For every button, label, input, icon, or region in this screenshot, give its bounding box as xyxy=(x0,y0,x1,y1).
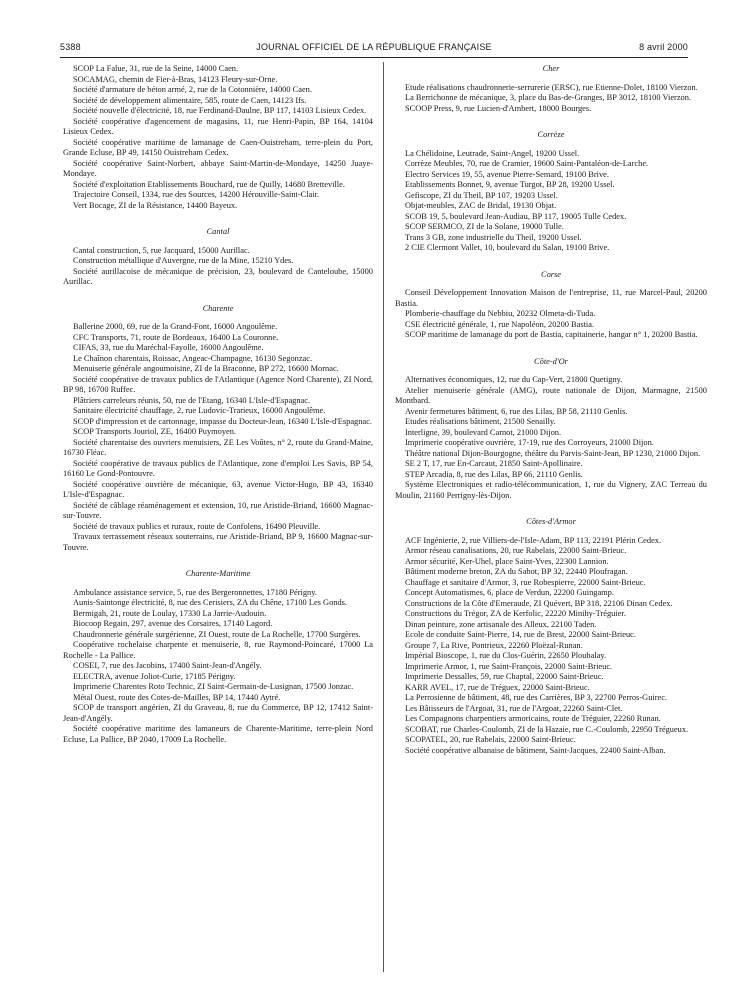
company-entry: SCOP La Falue, 31, rue de la Seine, 14000 Caen. xyxy=(73,64,239,73)
company-entry: Société coopérative Saint-Norbert, abbaye Saint-Martin-de-Mondaye, 14250 Juaye-Mondaye. xyxy=(63,158,373,178)
company-entry: Ballerine 2000, 69, rue de la Grand-Font, 16000 Angoulême. xyxy=(73,322,278,331)
company-entry: ACF Ingénierie, 2, rue Villiers-de-l'Isle-Adam, BP 113, 22191 Plérin Cedex. xyxy=(405,535,662,545)
department-heading: Charente xyxy=(202,303,234,313)
company-entry: Atelier menuiserie générale (AMG), route nationale de Dijon, Marmagne, 21500 Montbard. xyxy=(395,385,707,405)
company-entry: Société d'armature de béton armé, 2, rue de la Cotonnière, 14000 Caen. xyxy=(73,85,312,94)
company-entry: Impérial Bioscope, 1, rue du Clos-Guérin, 22650 Ploubalay. xyxy=(405,651,607,660)
company-entry: Chauffage et sanitaire d'Armor, 3, rue Robespierre, 22000 Saint-Brieuc. xyxy=(405,577,646,587)
company-entry: Société d'exploitation Etablissements Bouchard, rue de Quilly, 14680 Bretteville. xyxy=(73,179,345,189)
company-entry: 2 CIE Clermont Vallet, 10, boulevard du Salan, 19100 Brive. xyxy=(405,243,610,252)
company-entry: Société de travaux publics et ruraux, route de Confolens, 16490 Pleuville. xyxy=(73,521,321,531)
company-entry: Menuiserie générale angoumoisine, ZI de la Braconne, BP 272, 16600 Mornac. xyxy=(73,364,339,373)
company-entry: Imprimerie Armor, 1, rue Saint-François, 22000 Saint-Brieuc. xyxy=(405,661,613,671)
company-entry: Etudes réalisations bâtiment, 21500 Senailly. xyxy=(405,417,556,426)
company-entry: Sanitaire électricité chauffage, 2, rue Ludovic-Trarieux, 16000 Angoulême. xyxy=(73,406,326,415)
company-entry: STEP Arcadia, 8, rue des Lilas, BP 66, 21110 Genlis. xyxy=(405,469,583,479)
company-entry: Ambulance assistance service, 5, rue des Bergeronnettes, 17180 Périgny. xyxy=(73,587,317,597)
company-entry: Imprimerie Charentes Roto Technic, ZI Saint-Germain-de-Lusignan, 17500 Jonzac. xyxy=(73,682,354,691)
company-entry: Construction métallique d'Auvergne, rue de la Mine, 15210 Ydes. xyxy=(73,256,294,265)
company-entry: Armor réseau canalisations, 20, rue Rabelais, 22000 Saint-Brieuc. xyxy=(405,546,627,555)
column-divider xyxy=(383,62,384,972)
company-entry: SCOP de transport angérien, ZI du Graveau, 8, rue du Commerce, BP 12, 17412 Saint-Jean-d'Angély. xyxy=(63,703,373,723)
company-entry: Aunis-Saintonge électricité, 8, rue des Cerisiers, ZA du Chêne, 17100 Les Gonds. xyxy=(73,598,347,607)
header-rule xyxy=(60,57,688,58)
company-entry: Etude réalisations chaudronnerie-serrurerie (ERSC), rue Etienne-Dolet, 18100 Vierzon. xyxy=(405,82,698,92)
company-entry: La Perrosienne de bâtiment, 48, rue des Carrières, BP 3, 22700 Perros-Guirec. xyxy=(405,693,668,702)
department-heading: Corse xyxy=(540,269,561,279)
company-entry: Métal Ouest, route des Cotes-de-Mailles, BP 14, 17440 Aytré. xyxy=(73,692,281,702)
company-entry: Système Electroniques et radio-télécommunication, 1, rue du Vignery, ZAC Terreau du Moulin, 21160 Perrigny-lès-Dijon. xyxy=(395,480,707,500)
department-heading: Cher xyxy=(542,64,560,73)
company-entry: Société de développement alimentaire, 585, route de Caen, 14123 Ifs. xyxy=(73,95,307,105)
company-entry: Société nouvelle d'électricité, 18, rue Ferdinand-Daulne, BP 117, 14103 Lisieux Cedex. xyxy=(73,106,367,115)
company-entry: Le Chaînon charentais, Roissac, Angeac-Champagne, 16130 Segonzac. xyxy=(73,353,313,363)
company-entry: SCOP Transports Jouriol, ZE, 16400 Puymoyen. xyxy=(73,427,237,436)
company-entry: SCOOP Press, 9, rue Lucien-d'Ambert, 18000 Bourges. xyxy=(405,103,592,113)
department-heading: Cantal xyxy=(206,227,230,236)
company-entry: Imprimerie coopérative ouvrière, 17-19, rue des Corroyeurs, 21000 Dijon. xyxy=(405,438,654,447)
department-heading: Côte-d'Or xyxy=(534,356,568,366)
company-entry: SE 2 T, 17, rue En-Carcaut, 21850 Saint-Apollinaire. xyxy=(405,459,583,468)
company-entry: Electro Services 19, 55, avenue Pierre-Semard, 19100 Brive. xyxy=(405,169,609,179)
company-entry: Vert Bocage, ZI de la Résistance, 14400 Bayeux. xyxy=(73,200,238,210)
company-entry: Groupe 7, La Rive, Pontrieux, 22260 Ploëzal-Runan. xyxy=(405,640,583,650)
page-header xyxy=(60,42,688,56)
company-entry: La Berrichonne de mécanique, 3, place du Bas-de-Granges, BP 3012, 18100 Vierzon. xyxy=(405,93,692,102)
company-entry: Les Bâtisseurs de l'Argoat, 31, rue de l'Argoat, 22260 Saint-Clet. xyxy=(405,703,623,713)
company-entry: SCOB 19, 5, boulevard Jean-Audiau, BP 117, 19005 Tulle Cedex. xyxy=(405,211,627,221)
company-entry: Plâtriers carreleurs réunis, 50, rue de l'Etang, 16340 L'Isle-d'Espagnac. xyxy=(73,395,311,405)
company-entry: Société coopérative maritime des lamaneurs de Charente-Maritime, terre-plein Nord Ecluse, La Pallice, BP 2040, 17009 La Rochelle. xyxy=(63,724,373,744)
company-entry: Trans 3 GB, zone industrielle du Theil, 19200 Ussel. xyxy=(405,232,582,242)
company-entry: Avenir fermetures bâtiment, 6, rue des Lilas, BP 58, 21110 Genlis. xyxy=(405,406,628,416)
company-entry: SCOP maritime de lamanage du port de Bastia, capitainerie, hangar n° 1, 20200 Bastia. xyxy=(405,330,698,339)
company-entry: Alternatives économiques, 12, rue du Cap-Vert, 21800 Quetigny. xyxy=(405,375,623,384)
company-entry: Interligne, 39, boulevard Carnot, 21000 Dijon. xyxy=(405,427,562,437)
company-entry: SCOBAT, rue Charles-Coulomb, ZI de la Hazaie, rue C.-Coulomb, 22950 Trégueux. xyxy=(405,724,689,734)
company-entry: CSE électricité générale, 1, rue Napoléon, 20200 Bastia. xyxy=(405,319,595,329)
company-entry: Corrèze Meubles, 70, rue de Cramier, 19600 Saint-Pantaléon-de-Larche. xyxy=(405,159,649,168)
department-heading: Corrèze xyxy=(537,130,565,139)
department-heading: Côtes-d'Armor xyxy=(526,517,576,526)
company-entry: SCOPATEL, 20, rue Rabelais, 22000 Saint-Brieuc. xyxy=(405,735,576,744)
company-entry: ELECTRA, avenue Joliot-Curie, 17185 Périgny. xyxy=(73,671,236,681)
company-entry: Trajectoire Conseil, 1334, rue des Sources, 14200 Hérouville-Saint-Clair. xyxy=(73,190,320,199)
company-entry: Bâtiment moderne breton, ZA du Sabot, BP 32, 22440 Ploufragan. xyxy=(405,567,628,576)
journal-title: JOURNAL OFFICIEL DE LA RÉPUBLIQUE FRANÇAISE xyxy=(256,42,492,52)
company-entry: SCOP SERMCO, ZI de la Solane, 19000 Tulle. xyxy=(405,222,564,231)
company-entry: CIFAS, 33, rue du Maréchal-Fayolle, 16000 Angoulême. xyxy=(73,343,264,352)
company-entry: Imprimerie Dessalles, 59, rue Chaptal, 22000 Saint-Brieuc. xyxy=(405,672,604,681)
company-entry: Société charentaise des ouvriers menuisiers, ZE Les Voûtes, n° 2, route du Grand-Maine, 16730 Fléac. xyxy=(63,437,373,457)
company-entry: Armor sécurité, Ker-Uhel, place Saint-Yves, 22300 Lannion. xyxy=(405,556,609,566)
company-entry: Société coopérative ouvrière de mécanique, 63, avenue Victor-Hugo, BP 43, 16340 L'Isle-d'Espagnac. xyxy=(63,479,373,499)
company-entry: KARR AVEL, 17, rue de Tréguex, 22000 Saint-Brieuc. xyxy=(405,682,590,692)
company-entry: CFC Transports, 71, route de Bordeaux, 16400 La Couronne. xyxy=(73,332,279,342)
company-entry: Constructions du Trégor, ZA de Kerfolic, 22220 Minihy-Tréguier. xyxy=(405,609,626,618)
company-entry: Travaux terrassement réseaux souterrains, rue Aristide-Briand, BP 9, 16600 Magnac-sur-Touvre. xyxy=(63,532,373,552)
company-entry: COSEI, 7, rue des Jacobins, 17400 Saint-Jean-d'Angély. xyxy=(73,661,262,670)
company-entry: Société coopérative albanaise de bâtiment, Saint-Jacques, 22400 Saint-Alban. xyxy=(405,745,666,755)
company-entry: Objat-meubles, ZAC de Bridal, 19130 Objat. xyxy=(405,201,557,210)
publication-date: 8 avril 2000 xyxy=(639,42,688,52)
page-number: 5388 xyxy=(60,42,81,52)
left-column xyxy=(63,64,373,745)
company-entry: Société coopérative de travaux publics de l'Atlantique, zone d'emploi Les Savis, BP 54, 16160 Le Gond-Pontouvre. xyxy=(63,458,373,478)
company-entry: Biocoop Regain, 297, avenue des Corsaires, 17140 Lagord. xyxy=(73,619,273,628)
company-entry: Plomberie-chauffage du Nebbiu, 20232 Olmeta-di-Tuda. xyxy=(405,309,596,318)
company-entry: Ecole de conduite Saint-Pierre, 14, rue de Brest, 22000 Saint-Brieuc. xyxy=(405,630,636,639)
company-entry: SCOP d'impression et de cartonnage, impasse du Docteur-Jean, 16340 L'Isle-d'Espagnac. xyxy=(73,416,372,426)
company-entry: SOCAMAG, chemin de Fier-à-Bras, 14123 Fleury-sur-Orne. xyxy=(73,74,278,84)
company-entry: Dinan peinture, zone artisanale des Alleux, 22100 Taden. xyxy=(405,619,597,629)
company-entry: Cantal construction, 5, rue Jacquard, 15000 Aurillac. xyxy=(73,245,250,255)
company-entry: Chaudronnerie générale surgérienne, ZI Ouest, route de La Rochelle, 17700 Surgères. xyxy=(73,629,361,639)
company-entry: Coopérative rochelaise charpente et menuiserie, 8, rue Raymond-Poincaré, 17000 La Rochelle - La Pallice. xyxy=(63,640,373,660)
right-column xyxy=(395,64,707,756)
department-heading: Charente-Maritime xyxy=(185,569,251,578)
company-entry: Etablissements Bonnet, 9, avenue Turgot, BP 28, 19200 Ussel. xyxy=(405,180,615,189)
company-entry: Gefiscope, ZI du Theil, BP 107, 19203 Ussel. xyxy=(405,190,558,200)
company-entry: Société coopérative d'agencement de magasins, 11, rue Henri-Papin, BP 164, 14104 Lisieux Cedex. xyxy=(63,116,373,136)
company-entry: Société aurillacoise de mécanique de précision, 23, boulevard de Canteloube, 15000 Aurillac. xyxy=(63,266,373,286)
company-entry: Société de câblage réaménagement et extension, 10, rue Aristide-Briand, 16600 Magnac-sur-Touvre. xyxy=(63,500,373,520)
company-entry: Conseil Développement Innovation Maison de l'entreprise, 11, rue Marcel-Paul, 20200 Bastia. xyxy=(395,288,707,308)
company-entry: La Chélidoine, Leutrade, Saint-Angel, 19200 Ussel. xyxy=(405,148,580,158)
company-entry: Société coopérative de travaux publics de l'Atlantique (Agence Nord Charente), ZI Nord, BP 98, 16700 Ruffec. xyxy=(63,374,373,394)
company-entry: Théâtre national Dijon-Bourgogne, théâtre du Parvis-Saint-Jean, BP 1230, 21000 Dijon. xyxy=(405,448,701,458)
company-entry: Concept Automatismes, 6, place de Verdun, 22200 Guingamp. xyxy=(405,588,614,597)
company-entry: Société coopérative maritime de lamanage de Caen-Ouistreham, terre-plein du Port, Grande Ecluse, BP 49, 14150 Ouistreham Cedex. xyxy=(63,137,373,157)
company-entry: Bermigah, 21, route de Loulay, 17330 La Jarrie-Audouin. xyxy=(73,608,267,618)
company-entry: Constructions de la Côte d'Emeraude, ZI Quévert, BP 318, 22106 Dinan Cedex. xyxy=(405,598,673,608)
company-entry: Les Compagnons charpentiers armoricains, route de Tréguier, 22260 Runan. xyxy=(405,714,661,723)
